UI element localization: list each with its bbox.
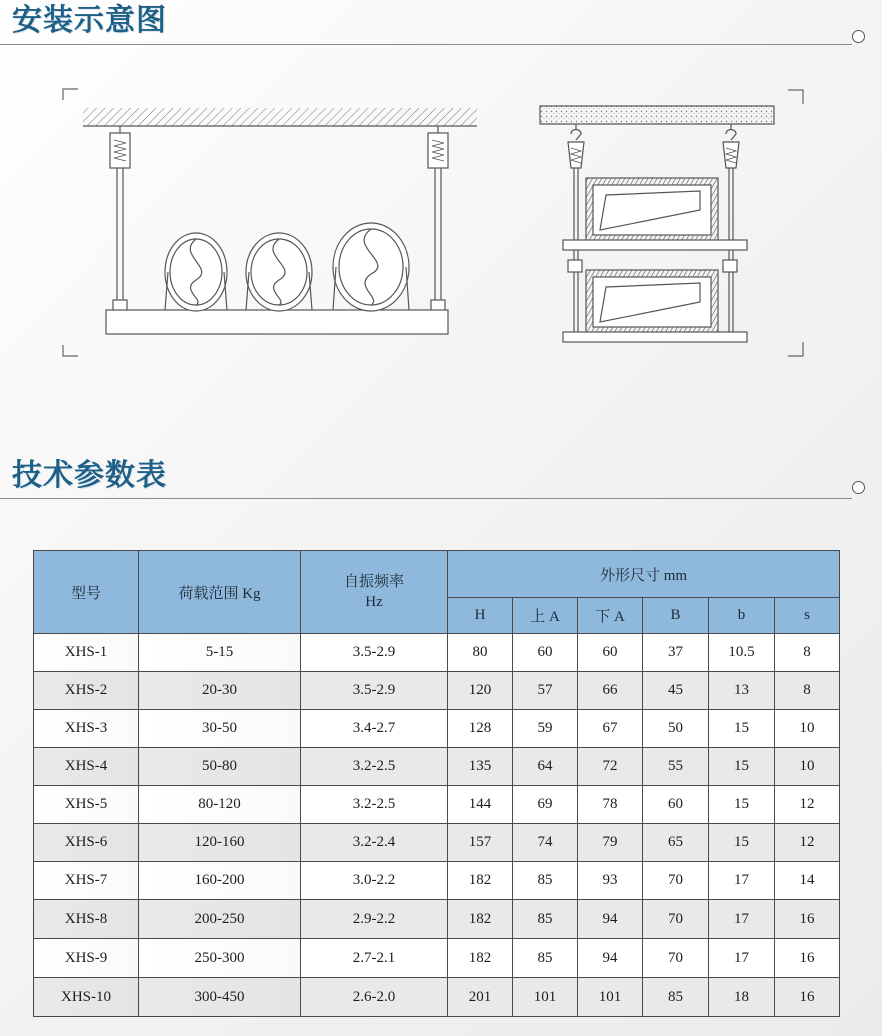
cell-model: XHS-8 xyxy=(34,900,139,939)
cell-h: 120 xyxy=(448,672,513,710)
cell-frequency: 3.0-2.2 xyxy=(301,862,448,900)
cell-upper-a: 74 xyxy=(513,824,578,862)
cell-lower-a: 60 xyxy=(578,634,643,672)
cell-s: 8 xyxy=(775,634,840,672)
cell-lower-a: 93 xyxy=(578,862,643,900)
cell-b-lower: 13 xyxy=(709,672,775,710)
cell-frequency: 3.2-2.5 xyxy=(301,748,448,786)
cell-b-lower: 17 xyxy=(709,939,775,978)
table-row xyxy=(34,786,840,824)
installation-diagram xyxy=(0,60,882,390)
header-dim-lower-a: 下 A xyxy=(578,598,643,634)
cell-s: 8 xyxy=(775,672,840,710)
table-row xyxy=(34,748,840,786)
cell-frequency: 3.2-2.4 xyxy=(301,824,448,862)
cell-frequency: 3.2-2.5 xyxy=(301,786,448,824)
cell-load-range: 160-200 xyxy=(139,862,301,900)
cell-upper-a: 60 xyxy=(513,634,578,672)
cell-h: 128 xyxy=(448,710,513,748)
cell-model: XHS-4 xyxy=(34,748,139,786)
table-row xyxy=(34,862,840,900)
cell-lower-a: 101 xyxy=(578,978,643,1017)
cell-h: 135 xyxy=(448,748,513,786)
cell-b-upper: 37 xyxy=(643,634,709,672)
cell-lower-a: 94 xyxy=(578,939,643,978)
cell-b-upper: 70 xyxy=(643,939,709,978)
cell-b-upper: 70 xyxy=(643,900,709,939)
cell-b-upper: 60 xyxy=(643,786,709,824)
cell-h: 144 xyxy=(448,786,513,824)
cell-model: XHS-5 xyxy=(34,786,139,824)
cell-model: XHS-2 xyxy=(34,672,139,710)
cell-load-range: 50-80 xyxy=(139,748,301,786)
cell-b-lower: 15 xyxy=(709,786,775,824)
cell-s: 16 xyxy=(775,939,840,978)
cell-model: XHS-9 xyxy=(34,939,139,978)
cell-h: 182 xyxy=(448,939,513,978)
cell-b-lower: 15 xyxy=(709,748,775,786)
header-dim-h: H xyxy=(448,598,513,634)
duct-hanger-diagram xyxy=(540,106,774,342)
header-frequency-unit: Hz xyxy=(365,594,383,610)
cell-s: 12 xyxy=(775,824,840,862)
cell-upper-a: 59 xyxy=(513,710,578,748)
cell-lower-a: 66 xyxy=(578,672,643,710)
table-row xyxy=(34,824,840,862)
cell-load-range: 5-15 xyxy=(139,634,301,672)
cell-lower-a: 67 xyxy=(578,710,643,748)
cell-s: 16 xyxy=(775,978,840,1017)
cell-upper-a: 85 xyxy=(513,900,578,939)
cell-frequency: 2.6-2.0 xyxy=(301,978,448,1017)
cell-b-lower: 10.5 xyxy=(709,634,775,672)
header-dimensions-group: 外形尺寸 mm xyxy=(448,551,840,598)
cell-model: XHS-3 xyxy=(34,710,139,748)
cell-s: 12 xyxy=(775,786,840,824)
cell-h: 80 xyxy=(448,634,513,672)
cell-h: 201 xyxy=(448,978,513,1017)
cell-b-lower: 15 xyxy=(709,710,775,748)
cell-h: 182 xyxy=(448,900,513,939)
cell-h: 157 xyxy=(448,824,513,862)
cell-b-lower: 18 xyxy=(709,978,775,1017)
header-load-range: 荷载范围 Kg xyxy=(139,551,301,634)
cell-b-lower: 17 xyxy=(709,862,775,900)
divider-end-circle-icon xyxy=(852,481,865,494)
table-row xyxy=(34,939,840,978)
pipe-hanger-diagram xyxy=(83,108,477,334)
cell-upper-a: 69 xyxy=(513,786,578,824)
cell-load-range: 300-450 xyxy=(139,978,301,1017)
cell-b-upper: 55 xyxy=(643,748,709,786)
header-model: 型号 xyxy=(34,551,139,634)
cell-b-upper: 65 xyxy=(643,824,709,862)
header-dim-b-lower: b xyxy=(709,598,775,634)
cell-frequency: 3.5-2.9 xyxy=(301,634,448,672)
table-row xyxy=(34,710,840,748)
header-dim-upper-a: 上 A xyxy=(513,598,578,634)
cell-lower-a: 94 xyxy=(578,900,643,939)
install-diagram-title: 安装示意图 xyxy=(12,3,167,38)
cell-model: XHS-10 xyxy=(34,978,139,1017)
cell-upper-a: 85 xyxy=(513,862,578,900)
header-natural-frequency xyxy=(301,551,448,634)
cell-upper-a: 57 xyxy=(513,672,578,710)
cell-s: 10 xyxy=(775,748,840,786)
table-row xyxy=(34,900,840,939)
table-row xyxy=(34,978,840,1017)
cell-upper-a: 64 xyxy=(513,748,578,786)
cell-load-range: 30-50 xyxy=(139,710,301,748)
cell-b-upper: 70 xyxy=(643,862,709,900)
cell-upper-a: 85 xyxy=(513,939,578,978)
cell-model: XHS-6 xyxy=(34,824,139,862)
cell-load-range: 20-30 xyxy=(139,672,301,710)
cell-b-lower: 17 xyxy=(709,900,775,939)
table-row xyxy=(34,634,840,672)
cell-s: 14 xyxy=(775,862,840,900)
cell-load-range: 120-160 xyxy=(139,824,301,862)
cell-s: 16 xyxy=(775,900,840,939)
cell-lower-a: 78 xyxy=(578,786,643,824)
cell-b-lower: 15 xyxy=(709,824,775,862)
cell-model: XHS-7 xyxy=(34,862,139,900)
section-divider xyxy=(0,498,852,499)
cell-load-range: 200-250 xyxy=(139,900,301,939)
cell-upper-a: 101 xyxy=(513,978,578,1017)
cell-frequency: 3.4-2.7 xyxy=(301,710,448,748)
header-frequency-label: 自振频率 xyxy=(343,574,404,590)
cell-b-upper: 45 xyxy=(643,672,709,710)
cell-load-range: 80-120 xyxy=(139,786,301,824)
tech-params-title: 技术参数表 xyxy=(12,458,167,493)
header-dim-s: s xyxy=(775,598,840,634)
cell-frequency: 2.7-2.1 xyxy=(301,939,448,978)
cell-model: XHS-1 xyxy=(34,634,139,672)
cell-lower-a: 79 xyxy=(578,824,643,862)
cell-b-upper: 50 xyxy=(643,710,709,748)
divider-end-circle-icon xyxy=(852,30,865,43)
cell-load-range: 250-300 xyxy=(139,939,301,978)
cell-frequency: 3.5-2.9 xyxy=(301,672,448,710)
cell-lower-a: 72 xyxy=(578,748,643,786)
cell-h: 182 xyxy=(448,862,513,900)
cell-b-upper: 85 xyxy=(643,978,709,1017)
cell-s: 10 xyxy=(775,710,840,748)
spec-table xyxy=(33,550,840,1017)
header-dim-b-upper: B xyxy=(643,598,709,634)
section-divider xyxy=(0,44,852,45)
spec-table-body xyxy=(34,634,840,1017)
table-row xyxy=(34,672,840,710)
cell-frequency: 2.9-2.2 xyxy=(301,900,448,939)
